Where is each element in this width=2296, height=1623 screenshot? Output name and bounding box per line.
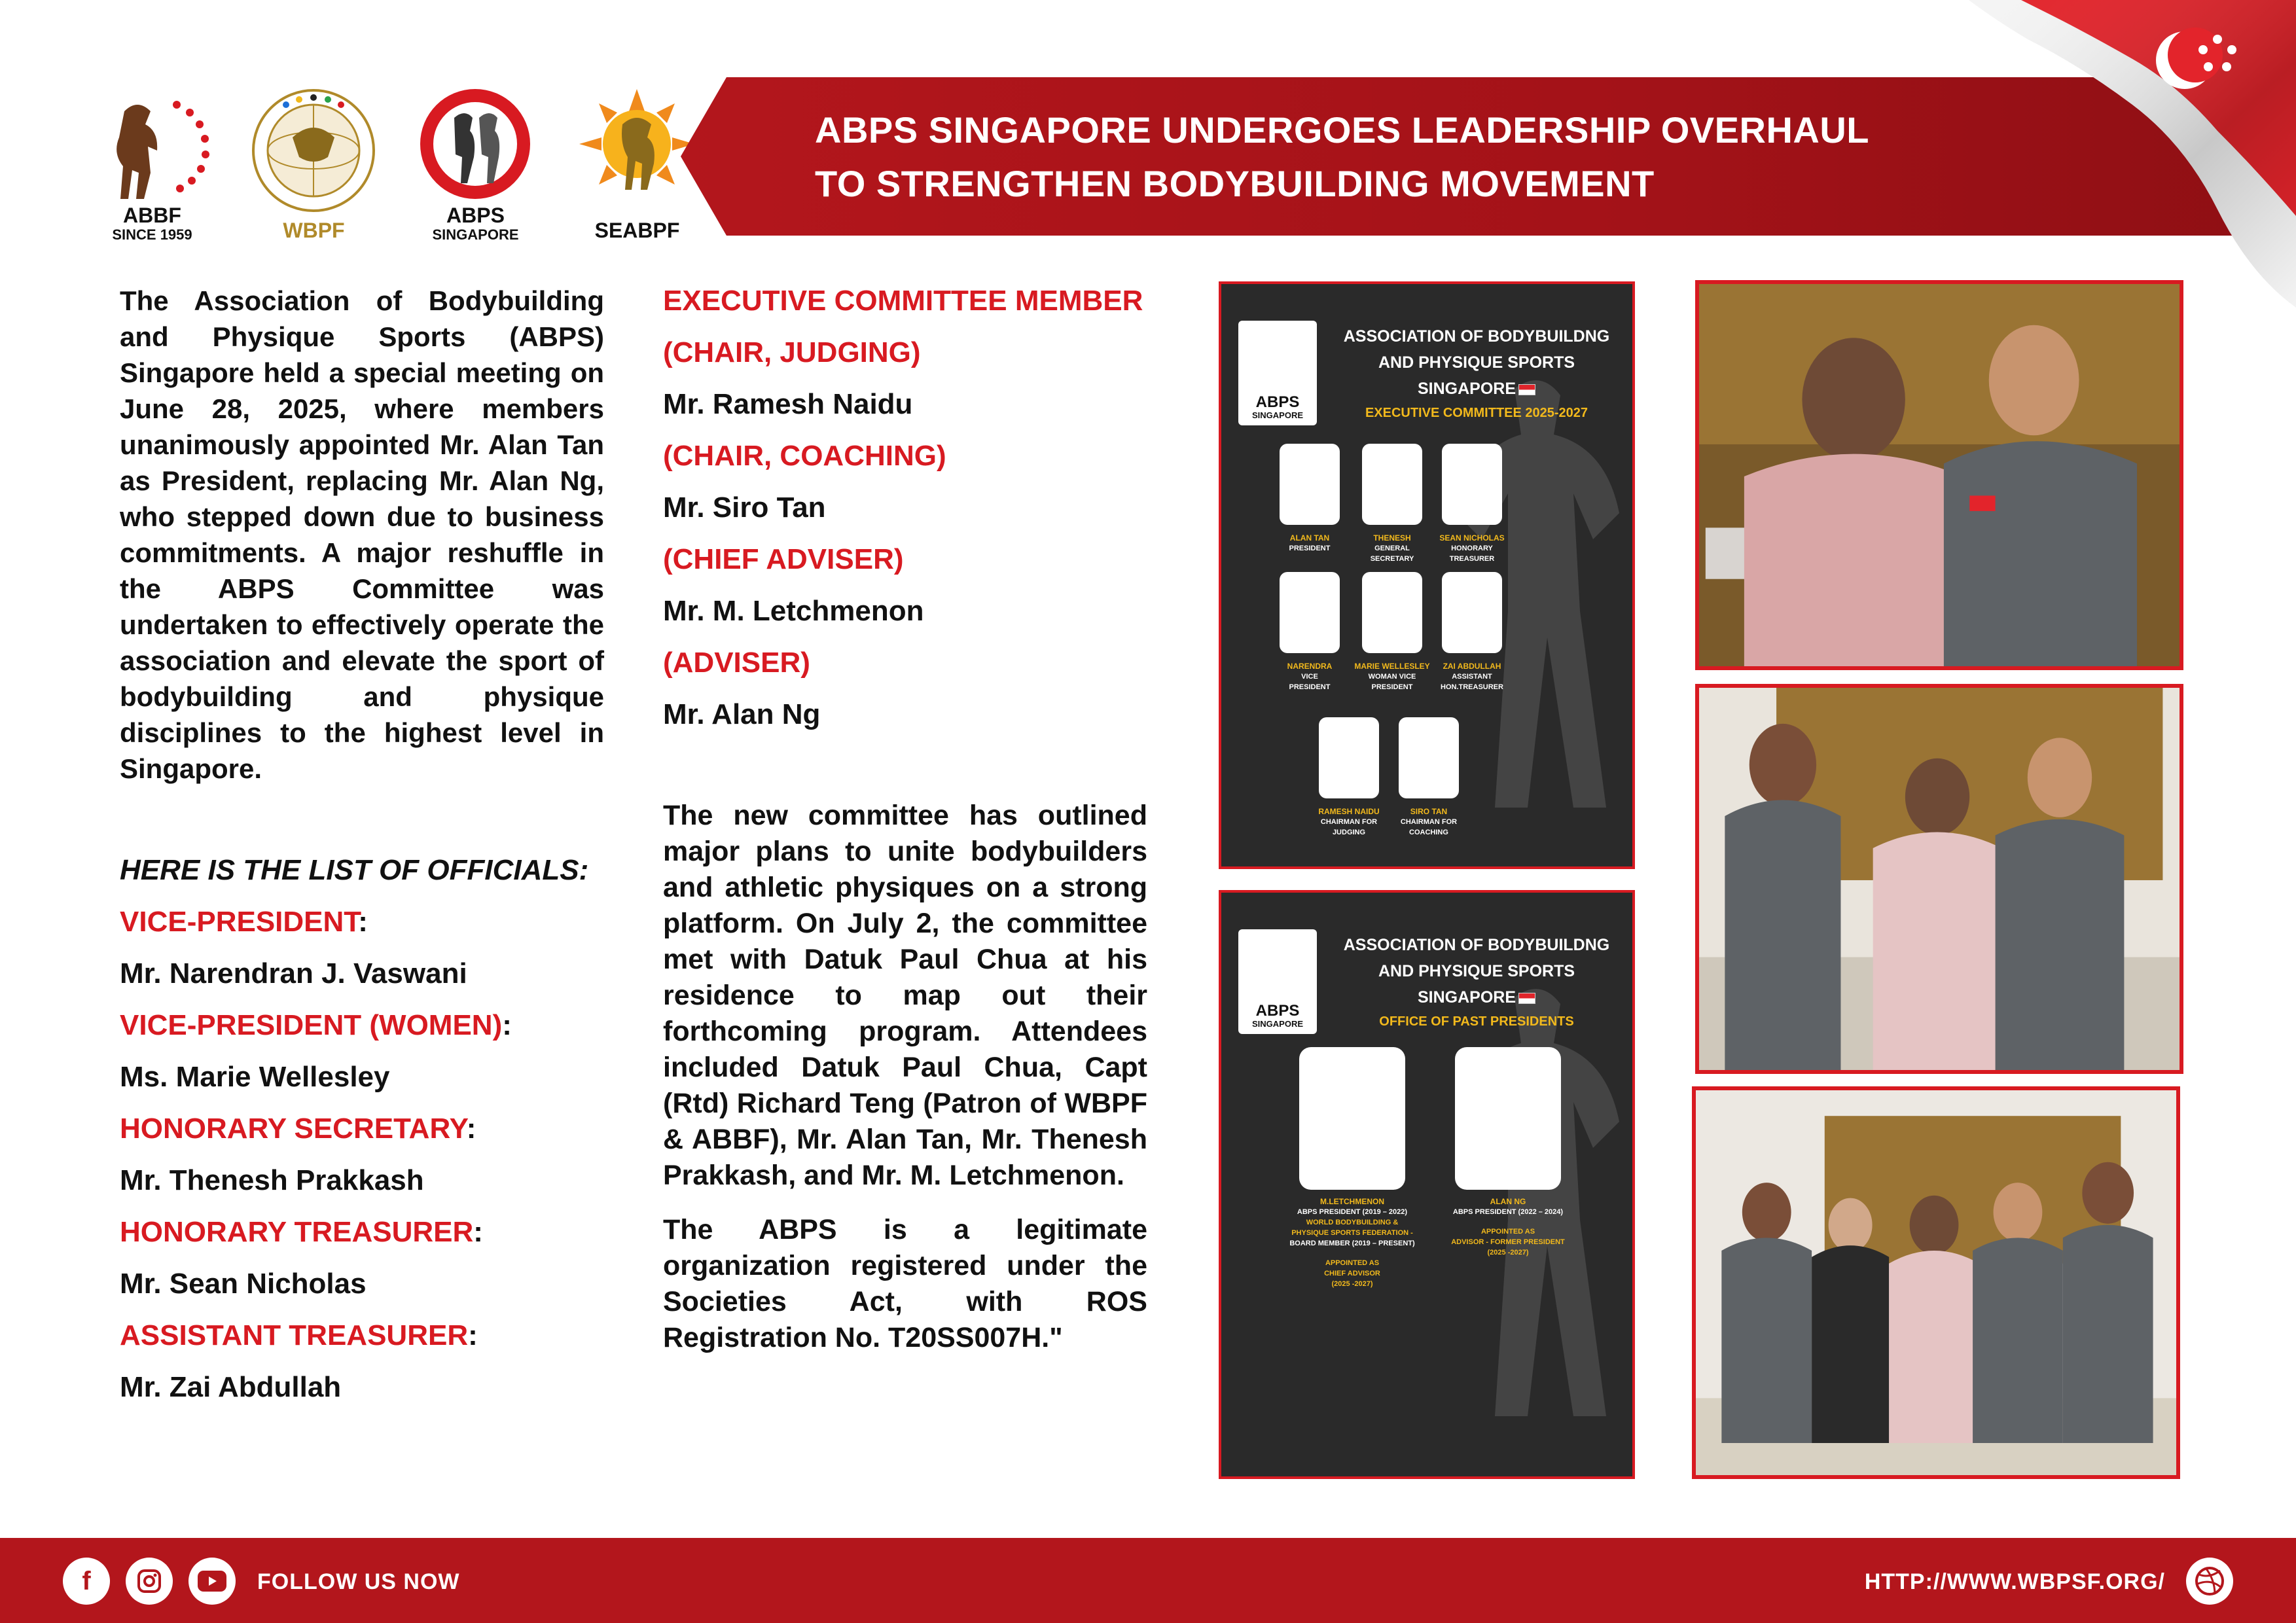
past-president-card xyxy=(1429,1047,1587,1258)
official-role: VICE-PRESIDENT: xyxy=(120,906,368,938)
committee-member-card xyxy=(1267,572,1352,692)
past-president-name: ALAN NG xyxy=(1490,1197,1526,1206)
member-name: RAMESH NAIDU xyxy=(1318,807,1380,816)
member-role: ASSISTANT xyxy=(1452,673,1492,681)
handshake-photo xyxy=(1695,280,2183,670)
official-name: Mr. Sean Nicholas xyxy=(120,1268,367,1300)
footer-bar xyxy=(0,1538,2296,1623)
official-role: VICE-PRESIDENT (WOMEN): xyxy=(120,1009,512,1041)
member-name: SEAN NICHOLAS xyxy=(1439,533,1505,543)
committee-plans-paragraph: The new committee has outlined major plans to unite bodybuilders and athletic physiques on a strong platform. On July 2, the committee met with Datuk Paul Chua at his residence to map out their forthcoming program. Attendees included Datuk Paul Chua, Capt (Rtd) Richard Teng (Patron of WBPF & ABBF), Mr. Alan Tan, Mr. Thenesh Prakkash, and Mr. M. Letchmenon. xyxy=(663,800,1147,1191)
poster-logo-sub: SINGAPORE xyxy=(1251,410,1303,420)
member-photo xyxy=(1362,572,1422,653)
poster-subtitle: EXECUTIVE COMMITTEE 2025-2027 xyxy=(1365,406,1588,420)
member-photo xyxy=(1319,717,1379,798)
singapore-flag-icon xyxy=(1518,384,1535,395)
exec-role: (CHIEF ADVISER) xyxy=(663,543,904,575)
member-name: ZAI ABDULLAH xyxy=(1443,662,1501,671)
past-president-detail: BOARD MEMBER (2019 – PRESENT) xyxy=(1289,1240,1415,1247)
abbf-sub: SINCE 1959 xyxy=(112,226,192,243)
official-name: Mr. Thenesh Prakkash xyxy=(120,1164,424,1196)
follow-us-text: FOLLOW US NOW xyxy=(257,1569,460,1594)
member-photo xyxy=(1442,444,1502,525)
past-president-detail: ABPS PRESIDENT (2022 – 2024) xyxy=(1452,1208,1564,1216)
abbf-logo xyxy=(79,85,226,242)
intro-column xyxy=(120,283,604,1405)
poster-title-line: SINGAPORE xyxy=(1417,380,1516,398)
member-role: GENERAL xyxy=(1374,544,1410,552)
title-line-2: TO STRENGTHEN BODYBUILDING MOVEMENT xyxy=(815,163,1655,204)
past-president-detail: ABPS PRESIDENT (2019 – 2022) xyxy=(1297,1208,1408,1216)
past-president-detail: WORLD BODYBUILDING & xyxy=(1306,1219,1399,1226)
past-president-photo xyxy=(1299,1047,1405,1190)
official-name: Mr. Narendran J. Vaswani xyxy=(120,957,467,990)
wbpf-logo xyxy=(240,85,387,242)
officials-heading: HERE IS THE LIST OF OFFICIALS: xyxy=(120,854,589,886)
poster-logo-sub: SINGAPORE xyxy=(1251,1019,1303,1029)
official-role-label: HONORARY TREASURER xyxy=(120,1216,474,1248)
past-president-detail: PHYSIQUE SPORTS FEDERATION - xyxy=(1291,1229,1413,1237)
member-name: ALAN TAN xyxy=(1289,533,1330,543)
exec-name: Mr. Siro Tan xyxy=(663,491,826,524)
past-president-card xyxy=(1274,1047,1431,1289)
member-role: JUDGING xyxy=(1332,829,1366,836)
official-role-label: ASSISTANT TREASURER xyxy=(120,1319,469,1351)
past-president-appointment: CHIEF ADVISOR xyxy=(1324,1270,1380,1277)
past-presidents-poster xyxy=(1219,890,1635,1479)
abps-sub: SINGAPORE xyxy=(432,226,519,243)
member-photo xyxy=(1280,572,1340,653)
instagram-icon[interactable] xyxy=(126,1558,173,1605)
official-role-label: VICE-PRESIDENT (WOMEN) xyxy=(120,1009,503,1041)
singapore-flag xyxy=(1969,0,2296,308)
poster-title xyxy=(1326,323,1627,402)
official-role: ASSISTANT TREASURER: xyxy=(120,1319,478,1351)
member-role: HONORARY xyxy=(1451,544,1493,552)
past-president-appointment: ADVISOR - FORMER PRESIDENT xyxy=(1451,1238,1565,1246)
committee-member-card xyxy=(1306,717,1391,838)
logo-strip xyxy=(79,85,720,242)
exec-role: (ADVISER) xyxy=(663,647,810,679)
executive-committee-poster xyxy=(1219,281,1635,869)
exec-heading: EXECUTIVE COMMITTEE MEMBER xyxy=(663,285,1143,317)
exec-column xyxy=(663,283,1147,1356)
wbpf-caption: WBPF xyxy=(283,219,345,243)
youtube-icon[interactable] xyxy=(188,1558,236,1605)
member-role: SECRETARY xyxy=(1370,555,1414,563)
poster-subtitle: OFFICE OF PAST PRESIDENTS xyxy=(1379,1014,1574,1029)
singapore-flag-icon xyxy=(1518,993,1535,1004)
exec-name: Mr. M. Letchmenon xyxy=(663,595,924,627)
member-photo xyxy=(1362,444,1422,525)
member-role: CHAIRMAN FOR xyxy=(1400,818,1458,826)
committee-member-card xyxy=(1386,717,1471,838)
facebook-icon[interactable]: f xyxy=(63,1558,110,1605)
member-name: SIRO TAN xyxy=(1410,807,1448,816)
group-photo-agreement xyxy=(1695,684,2183,1074)
member-role: COACHING xyxy=(1409,829,1448,836)
exec-role: (CHAIR, JUDGING) xyxy=(663,336,921,368)
social-icons xyxy=(63,1558,236,1605)
website-link[interactable]: HTTP://WWW.WBPSF.ORG/ xyxy=(1864,1569,2165,1594)
abps-poster-logo xyxy=(1238,321,1317,425)
official-name: Ms. Marie Wellesley xyxy=(120,1061,390,1093)
committee-member-card xyxy=(1429,572,1515,692)
intro-paragraph: The Association of Bodybuilding and Physique Sports (ABPS) Singapore held a special meeting on June 28, 2025, where members unanimously appointed Mr. Alan Tan as President, replacing Mr. Alan Ng, who stepped down due to business commitments. A major reshuffle in the ABPS Committee was undertaken to effectively operate the association and elevate the sport of bodybuilding and physique disciplines to the highest level in Singapore. xyxy=(120,285,604,784)
member-role: HON.TREASURER xyxy=(1441,683,1503,691)
member-name: THENESH xyxy=(1373,533,1411,543)
abps-logo xyxy=(402,85,549,242)
member-role: VICE xyxy=(1301,673,1318,681)
member-name: NARENDRA xyxy=(1287,662,1333,671)
abbf-caption: ABBF xyxy=(123,204,181,228)
member-photo xyxy=(1280,444,1340,525)
committee-member-card xyxy=(1267,444,1352,554)
past-president-name: M.LETCHMENON xyxy=(1320,1197,1384,1206)
official-role-label: HONORARY SECRETARY xyxy=(120,1113,467,1145)
poster-title-line: ASSOCIATION OF BODYBUILDNG xyxy=(1343,327,1610,346)
past-president-photo xyxy=(1455,1047,1561,1190)
exec-name: Mr. Alan Ng xyxy=(663,698,821,730)
past-president-appointment: (2025 -2027) xyxy=(1487,1249,1529,1257)
official-role: HONORARY SECRETARY: xyxy=(120,1113,476,1145)
member-role: PRESIDENT xyxy=(1371,683,1413,691)
exec-name: Mr. Ramesh Naidu xyxy=(663,388,913,420)
committee-member-card xyxy=(1350,572,1435,692)
member-role: CHAIRMAN FOR xyxy=(1320,818,1378,826)
member-role: PRESIDENT xyxy=(1289,544,1331,552)
poster-logo-caption: ABPS xyxy=(1255,393,1300,411)
member-role: PRESIDENT xyxy=(1289,683,1331,691)
official-name: Mr. Zai Abdullah xyxy=(120,1371,342,1403)
member-role: WOMAN VICE xyxy=(1368,673,1416,681)
poster-title-line: AND PHYSIQUE SPORTS xyxy=(1378,353,1575,372)
official-role: HONORARY TREASURER: xyxy=(120,1216,483,1248)
committee-member-card xyxy=(1429,444,1515,564)
poster-title-line: AND PHYSIQUE SPORTS xyxy=(1378,962,1575,980)
committee-member-card xyxy=(1350,444,1435,564)
exec-role: (CHAIR, COACHING) xyxy=(663,440,946,472)
abps-caption: ABPS xyxy=(446,204,505,228)
group-photo-meeting xyxy=(1692,1086,2180,1479)
poster-title-line: ASSOCIATION OF BODYBUILDNG xyxy=(1343,936,1610,954)
official-role-label: VICE-PRESIDENT xyxy=(120,906,359,938)
past-president-appointment: (2025 -2027) xyxy=(1331,1280,1373,1288)
member-name: MARIE WELLESLEY xyxy=(1354,662,1430,671)
poster-title-line: SINGAPORE xyxy=(1417,988,1516,1007)
poster-logo-caption: ABPS xyxy=(1255,1002,1300,1020)
past-president-appointment: APPOINTED AS xyxy=(1325,1259,1380,1267)
registration-paragraph: The ABPS is a legitimate organization registered under the Societies Act, with ROS Registration No. T20SS007H." xyxy=(663,1214,1147,1353)
past-president-appointment: APPOINTED AS xyxy=(1480,1228,1535,1236)
dribbble-icon[interactable] xyxy=(2186,1558,2233,1605)
abps-poster-logo xyxy=(1238,929,1317,1034)
member-role: TREASURER xyxy=(1449,555,1495,563)
page-title xyxy=(815,103,1869,211)
title-line-1: ABPS SINGAPORE UNDERGOES LEADERSHIP OVERHAUL xyxy=(815,109,1869,151)
seabpf-caption: SEABPF xyxy=(594,219,680,243)
member-photo xyxy=(1442,572,1502,653)
poster-title xyxy=(1326,932,1627,1010)
member-photo xyxy=(1399,717,1459,798)
